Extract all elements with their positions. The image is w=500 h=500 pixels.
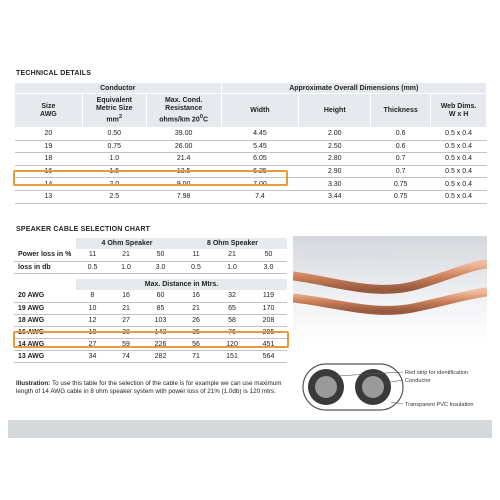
- tech-cell: 0.5 x 0.4: [431, 128, 487, 141]
- illustration-note: [16, 380, 290, 396]
- spk-empty-corner: [14, 238, 76, 249]
- distance-header: Max. Distance in Mtrs.: [76, 279, 287, 290]
- tech-cell: 13: [15, 190, 83, 203]
- tech-cell: 1.0: [82, 153, 146, 166]
- speaker-cell: 1.0: [109, 261, 143, 273]
- tech-cell: 21.4: [146, 153, 221, 166]
- speaker-cell: 50: [143, 249, 178, 261]
- speaker-awg-row: [14, 350, 287, 362]
- distance-cell: 282: [143, 350, 178, 362]
- speaker-chart-title: SPEAKER CABLE SELECTION CHART: [16, 226, 151, 233]
- distance-cell: 143: [143, 326, 178, 338]
- awg-row-label: 13 AWG: [14, 350, 76, 362]
- speaker-cell: 1.0: [214, 261, 250, 273]
- tech-cell: 39.00: [146, 128, 221, 141]
- distance-cell: 120: [214, 338, 250, 350]
- distance-cell: 18: [76, 326, 109, 338]
- footer-bar: [8, 420, 492, 438]
- distance-cell: 12: [76, 314, 109, 326]
- tech-row: [15, 165, 487, 178]
- distance-cell: 16: [109, 290, 143, 302]
- tech-cell: 0.5 x 0.4: [431, 165, 487, 178]
- header-4-ohm: 4 Ohm Speaker: [76, 238, 178, 249]
- tech-cell: 7.98: [146, 190, 221, 203]
- tech-cell: 0.75: [371, 190, 431, 203]
- label-conductor: Conductor: [405, 378, 431, 384]
- tech-cell: 4.45: [221, 128, 299, 141]
- distance-cell: 16: [178, 290, 214, 302]
- tech-row: [15, 128, 487, 141]
- speaker-cell: 11: [76, 249, 109, 261]
- tech-cell: 0.75: [82, 140, 146, 153]
- speaker-cell: 0.5: [178, 261, 214, 273]
- col-header-size: Size AWG: [15, 94, 83, 128]
- tech-cell: 3.44: [299, 190, 371, 203]
- distance-cell: 60: [143, 290, 178, 302]
- speaker-row-label: Power loss in %: [14, 249, 76, 261]
- label-red-strip: Red strip for identification: [405, 370, 469, 376]
- speaker-selection-table: [14, 238, 287, 363]
- col-header-height: Height: [299, 94, 371, 128]
- distance-cell: 35: [178, 326, 214, 338]
- tech-cell: 2.80: [299, 153, 371, 166]
- tech-cell: 9.00: [146, 178, 221, 191]
- speaker-cell: 50: [250, 249, 287, 261]
- distance-cell: 71: [178, 350, 214, 362]
- awg-row-label: 14 AWG: [14, 338, 76, 350]
- distance-cell: 32: [214, 290, 250, 302]
- tech-cell: 14: [15, 178, 83, 191]
- distance-cell: 34: [76, 350, 109, 362]
- distance-cell: 564: [250, 350, 287, 362]
- distance-cell: 26: [178, 314, 214, 326]
- illustration-text: To use this table for the selection of the cable is for example we can use maximum length of 14 AWG cable in 8 ohm speaker system with power loss of 21% (1.0db) is 120 mtrs.: [16, 380, 282, 396]
- distance-cell: 38: [109, 326, 143, 338]
- tech-cell: 0.5 x 0.4: [431, 190, 487, 203]
- tech-cell: 0.5 x 0.4: [431, 178, 487, 191]
- speaker-awg-row: [14, 326, 287, 338]
- col-header-width: Width: [221, 94, 299, 128]
- distance-cell: 65: [214, 302, 250, 314]
- distance-cell: 151: [214, 350, 250, 362]
- tech-cell: 0.5 x 0.4: [431, 153, 487, 166]
- distance-cell: 58: [214, 314, 250, 326]
- awg-row-label: 20 AWG: [14, 290, 76, 302]
- distance-cell: 59: [109, 338, 143, 350]
- distance-cell: 76: [214, 326, 250, 338]
- speaker-row-label: loss in db: [14, 261, 76, 273]
- tech-cell: 0.75: [371, 178, 431, 191]
- speaker-awg-row: [14, 338, 287, 350]
- tech-row: [15, 153, 487, 166]
- speaker-cell: 11: [178, 249, 214, 261]
- spk-empty-corner-2: [14, 279, 76, 290]
- tech-cell: 2.0: [82, 178, 146, 191]
- distance-cell: 285: [250, 326, 287, 338]
- distance-cell: 10: [76, 302, 109, 314]
- conductor-group-header: Conductor: [15, 83, 222, 94]
- tech-cell: 2.00: [299, 128, 371, 141]
- distance-cell: 103: [143, 314, 178, 326]
- distance-cell: 226: [143, 338, 178, 350]
- col-header-metric-size: Equivalent Metric Size $mm^2$: [82, 94, 146, 128]
- speaker-cell: 3.0: [250, 261, 287, 273]
- tech-cell: 3.30: [299, 178, 371, 191]
- tech-cell: 0.50: [82, 128, 146, 141]
- tech-cell: 2.50: [299, 140, 371, 153]
- speaker-cell: 0.5: [76, 261, 109, 273]
- awg-row-label: 18 AWG: [14, 314, 76, 326]
- tech-cell: 7.00: [221, 178, 299, 191]
- distance-cell: 451: [250, 338, 287, 350]
- dimensions-group-header: Approximate Overall Dimensions (mm): [221, 83, 486, 94]
- technical-details-table: [14, 82, 487, 204]
- tech-cell: 0.6: [371, 128, 431, 141]
- technical-details-title: TECHNICAL DETAILS: [16, 70, 92, 77]
- distance-cell: 170: [250, 302, 287, 314]
- header-8-ohm: 8 Ohm Speaker: [178, 238, 287, 249]
- tech-cell: 1.5: [82, 165, 146, 178]
- awg-row-label: 16 AWG: [14, 326, 76, 338]
- label-pvc-insulation: Transparent PVC Insulation: [405, 402, 474, 408]
- speaker-awg-row: [14, 302, 287, 314]
- tech-cell: 2.5: [82, 190, 146, 203]
- tech-cell: 6.05: [221, 153, 299, 166]
- col-header-thickness: Thickness: [371, 94, 431, 128]
- distance-cell: 21: [109, 302, 143, 314]
- tech-cell: 5.45: [221, 140, 299, 153]
- tech-cell: 19: [15, 140, 83, 153]
- tech-cell: 18: [15, 153, 83, 166]
- cable-photo: [293, 236, 487, 344]
- speaker-cell: 21: [109, 249, 143, 261]
- cable-cross-section-diagram: [293, 350, 487, 414]
- tech-cell: 0.7: [371, 165, 431, 178]
- tech-cell: 13.5: [146, 165, 221, 178]
- distance-cell: 119: [250, 290, 287, 302]
- cable-photo-illustration: [293, 236, 487, 344]
- speaker-loss-row: [14, 261, 287, 273]
- tech-row: [15, 178, 487, 191]
- distance-cell: 27: [76, 338, 109, 350]
- tech-cell: 0.5 x 0.4: [431, 140, 487, 153]
- awg-row-label: 19 AWG: [14, 302, 76, 314]
- distance-cell: 85: [143, 302, 178, 314]
- tech-cell: 2.90: [299, 165, 371, 178]
- speaker-cell: 3.0: [143, 261, 178, 273]
- tech-cell: 26.00: [146, 140, 221, 153]
- tech-cell: 20: [15, 128, 83, 141]
- speaker-cell: 21: [214, 249, 250, 261]
- tech-cell: 0.6: [371, 140, 431, 153]
- speaker-awg-row: [14, 314, 287, 326]
- distance-cell: 74: [109, 350, 143, 362]
- tech-row: [15, 140, 487, 153]
- tech-cell: 6.25: [221, 165, 299, 178]
- tech-cell: 7.4: [221, 190, 299, 203]
- col-header-web-dims: Web Dims. W x H: [431, 94, 487, 128]
- distance-cell: 27: [109, 314, 143, 326]
- distance-cell: 8: [76, 290, 109, 302]
- speaker-loss-row: [14, 249, 287, 261]
- tech-cell: 16: [15, 165, 83, 178]
- col-header-resistance: Max. Cond. Resistance ohms/km $20^0C$: [146, 94, 221, 128]
- tech-row: [15, 190, 487, 203]
- illustration-label: Illustration:: [16, 380, 51, 387]
- speaker-awg-row: [14, 290, 287, 302]
- distance-cell: 21: [178, 302, 214, 314]
- distance-cell: 208: [250, 314, 287, 326]
- tech-cell: 0.7: [371, 153, 431, 166]
- distance-cell: 56: [178, 338, 214, 350]
